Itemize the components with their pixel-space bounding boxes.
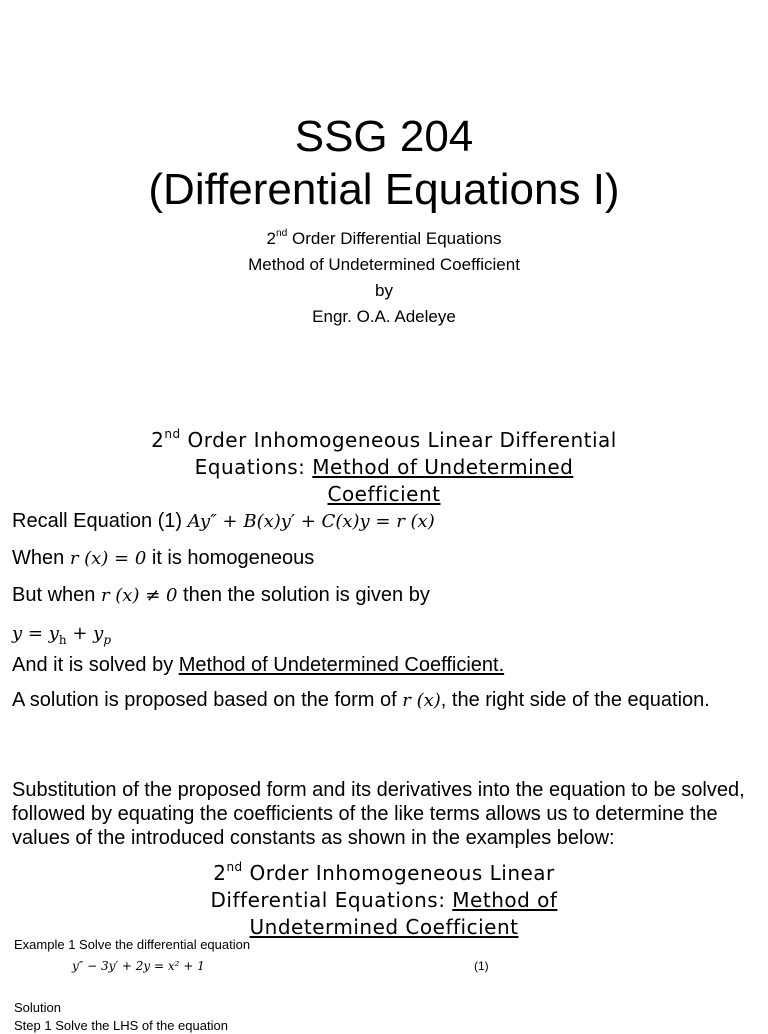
slide2-heading-plain: Equations: (194, 455, 313, 479)
recall-line (12, 509, 752, 534)
homogeneous-line (12, 546, 752, 571)
when-math: r (x) = 0 (69, 548, 147, 569)
slide2-heading-link2: Coefficient (327, 482, 441, 506)
when-pre: When (12, 547, 70, 569)
y-sub-h: h (58, 633, 67, 647)
proposal-paragraph (12, 687, 752, 714)
slide2-heading-line3 (0, 481, 768, 508)
solution-label: Solution (14, 1000, 61, 1015)
subtitle-topic-pre: 2 (266, 229, 276, 248)
slide3-heading-pre: 2 (213, 861, 227, 885)
and-pre: And it is solved by (12, 654, 179, 676)
slide2-heading-pre: 2 (151, 428, 165, 452)
slide3-heading-link1: Method of (452, 888, 558, 912)
slide2-heading-mid: Order Inhomogeneous Linear Differential (180, 428, 617, 452)
slide3-heading (174, 860, 594, 941)
slide3-heading-line2 (174, 887, 594, 914)
title-line-1: SSG 204 (294, 112, 474, 161)
example-label: Example 1 Solve the differential equation (14, 937, 251, 952)
but-pre: But when (12, 584, 101, 606)
y-sub-p: p (103, 633, 111, 647)
prop-pre: A solution is proposed based on the form of (12, 689, 403, 711)
subtitle-topic (0, 226, 768, 252)
substitution-paragraph: Substitution of the proposed form and its derivatives into the equation to be solved, followed by equating the coefficients of the like terms allows us to determine the values of the introduced constants as shown in the examples below: (12, 779, 745, 849)
slide3-heading-line1 (174, 860, 594, 887)
slide2-heading-line1 (0, 427, 768, 454)
method-line (12, 653, 752, 678)
subtitle-by: by (375, 281, 393, 300)
example-equation: y″ − 3y′ + 2y = x² + 1 (72, 959, 205, 973)
slide3-heading-mid: Order Inhomogeneous Linear (242, 861, 555, 885)
title-line-2: (Differential Equations I) (148, 165, 620, 214)
slide2-heading (0, 427, 768, 508)
slide3-heading-sup: nd (226, 859, 243, 874)
y-math: y = y (12, 623, 59, 644)
y-plus: + y (66, 623, 104, 644)
slide3-heading-plain: Differential Equations: (210, 888, 453, 912)
inhomogeneous-line (12, 583, 752, 608)
when-post: it is homogeneous (146, 547, 315, 569)
slide2-heading-link1: Method of Undetermined (312, 455, 574, 479)
subtitle-topic-sup: nd (275, 227, 288, 239)
prop-post: , the right side of the equation. (440, 689, 710, 711)
but-post: then the solution is given by (177, 584, 430, 606)
subtitle-author: Engr. O.A. Adeleye (312, 307, 456, 326)
step-1-label: Step 1 Solve the LHS of the equation (14, 1018, 228, 1033)
recall-equation: Ay″ + B(x)y′ + C(x)y = r (x) (187, 511, 435, 532)
recall-text: Recall Equation (1) (12, 510, 188, 532)
but-math: r (x) ≠ 0 (100, 585, 178, 606)
slide3-heading-link2: Undetermined Coefficient (249, 915, 519, 939)
subtitle-topic-post: Order Differential Equations (287, 229, 502, 248)
prop-math: r (x) (402, 690, 441, 711)
general-solution-line (12, 621, 752, 653)
equation-number: (1) (474, 959, 489, 973)
slide2-heading-sup: nd (164, 426, 181, 441)
subtitle-method: Method of Undetermined Coefficient (248, 255, 520, 274)
slide2-heading-line2 (0, 454, 768, 481)
method-link[interactable]: Method of Undetermined Coefficient. (178, 654, 505, 676)
